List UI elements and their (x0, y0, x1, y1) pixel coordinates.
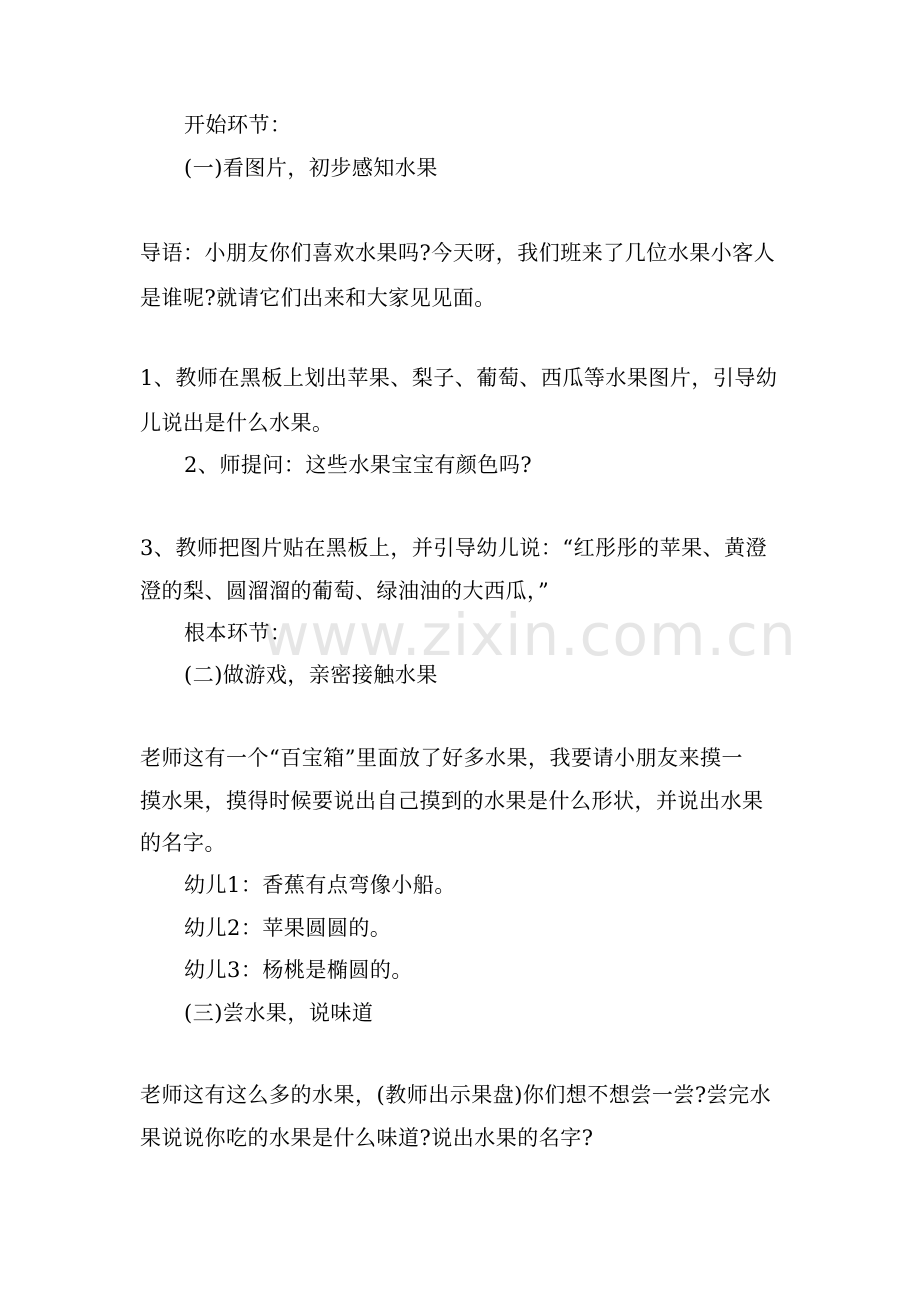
paragraph-game-line-3: 的名字。 (140, 831, 226, 855)
section-heading-basic: 根本环节： (184, 621, 292, 645)
watermark: www.zixin.com.cn (262, 601, 797, 669)
paragraph-step3-line-1: 3、教师把图片贴在黑板上，并引导幼儿说：“红彤彤的苹果、黄澄 (140, 536, 768, 560)
child-answer-3: 幼儿3：杨桃是椭圆的。 (184, 958, 413, 982)
paragraph-step2: 2、师提问：这些水果宝宝有颜色吗? (184, 453, 533, 477)
paragraph-intro-line-1: 导语：小朋友你们喜欢水果吗?今天呀，我们班来了几位水果小客人 (140, 241, 776, 265)
paragraph-game-line-1: 老师这有一个“百宝箱”里面放了好多水果，我要请小朋友来摸一 (140, 746, 743, 770)
paragraph-step3-line-2: 澄的梨、圆溜溜的葡萄、绿油油的大西瓜，” (140, 579, 550, 603)
section-heading-start: 开始环节： (184, 113, 292, 137)
subheading-2: (二)做游戏，亲密接触水果 (184, 663, 438, 687)
paragraph-intro-line-2: 是谁呢?就请它们出来和大家见见面。 (140, 286, 496, 310)
paragraph-game-line-2: 摸水果，摸得时候要说出自己摸到的水果是什么形状，并说出水果 (140, 789, 764, 813)
subheading-1: (一)看图片，初步感知水果 (184, 156, 438, 180)
child-answer-2: 幼儿2：苹果圆圆的。 (184, 916, 392, 940)
paragraph-step1-line-1: 1、教师在黑板上划出苹果、梨子、葡萄、西瓜等水果图片，引导幼 (140, 366, 778, 390)
paragraph-step1-line-2: 儿说出是什么水果。 (140, 411, 334, 435)
paragraph-taste-line-2: 果说说你吃的水果是什么味道?说出水果的名字? (140, 1126, 594, 1150)
child-answer-1: 幼儿1：香蕉有点弯像小船。 (184, 873, 456, 897)
paragraph-taste-line-1: 老师这有这么多的水果，(教师出示果盘)你们想不想尝一尝?尝完水 (140, 1083, 772, 1107)
subheading-3: (三)尝水果，说味道 (184, 1001, 374, 1025)
